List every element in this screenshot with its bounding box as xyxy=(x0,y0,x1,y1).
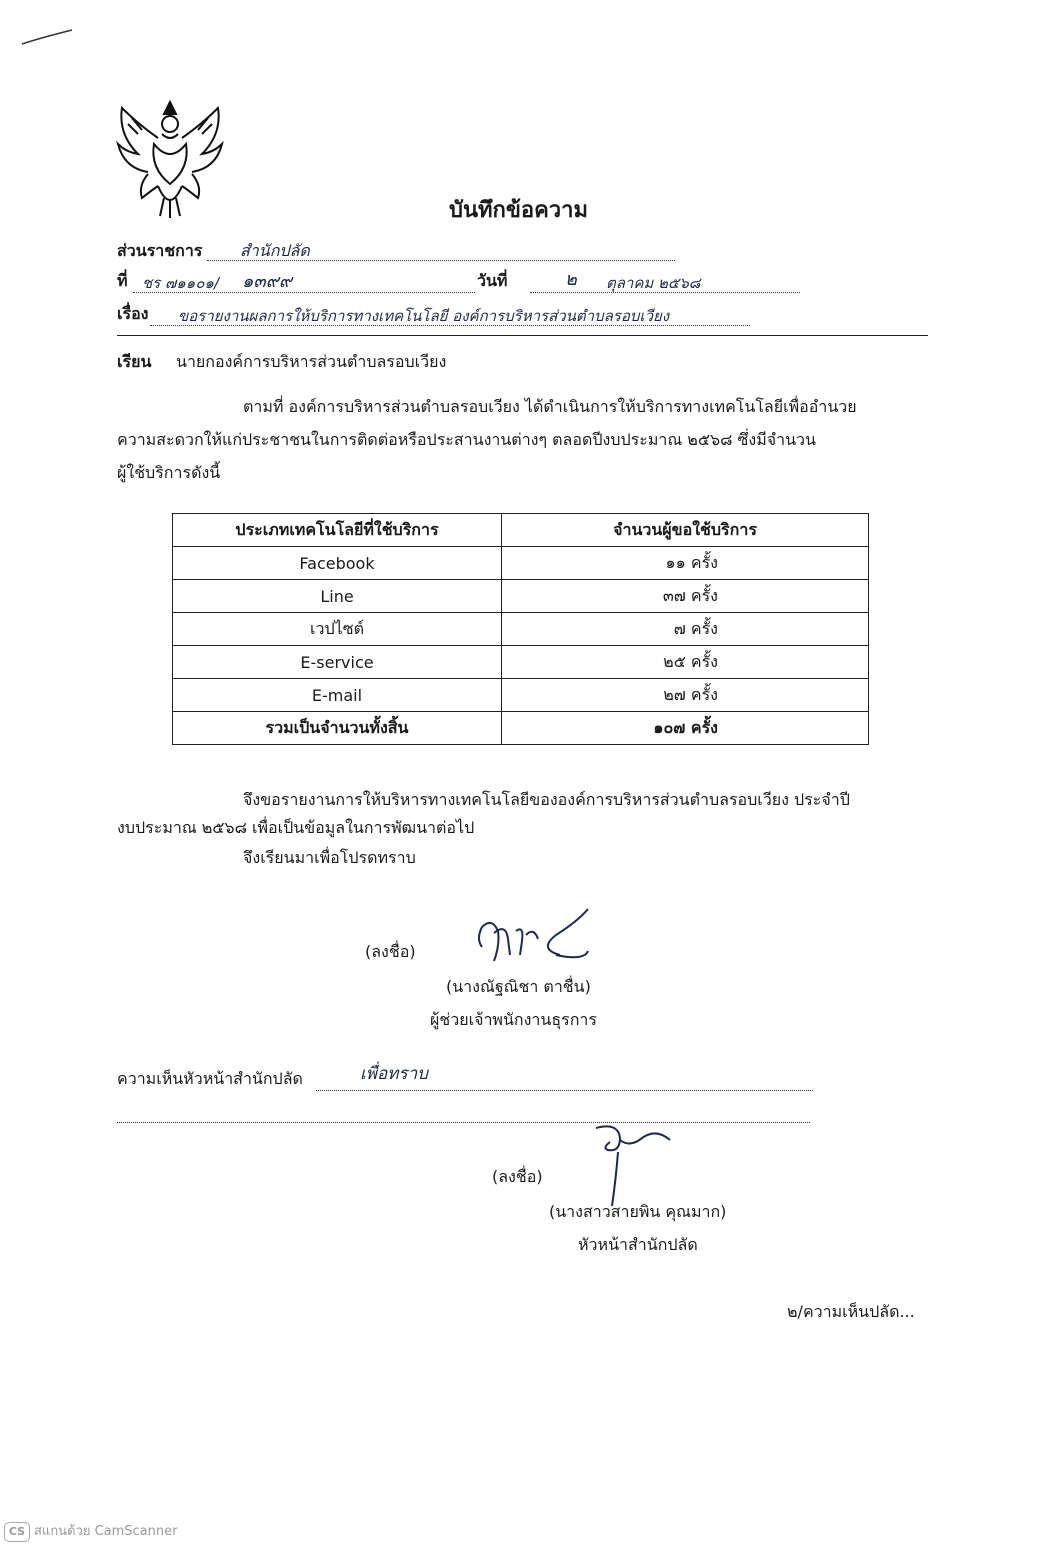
to-value: นายกองค์การบริหารส่วนตำบลรอบเวียง xyxy=(176,352,447,371)
sign2-label: (ลงชื่อ) xyxy=(492,1167,543,1186)
page-continuation: ๒/ความเห็นปลัด... xyxy=(787,1302,915,1321)
sign2-position: หัวหน้าสำนักปลัด xyxy=(578,1235,698,1254)
table-header-row xyxy=(173,514,869,547)
table-cell-type: E-mail xyxy=(173,679,502,712)
table-row xyxy=(173,580,869,613)
date-dotted-line xyxy=(530,292,800,293)
table-cell-count: ๒๗ ครั้ง xyxy=(502,679,869,712)
table-total-label: รวมเป็นจำนวนทั้งสิ้น xyxy=(173,712,502,745)
date-day-handwritten: ๒ xyxy=(565,269,577,290)
para1-line1: ตามที่ องค์การบริหารส่วนตำบลรอบเวียง ได้ดำเนินการให้บริการทางเทคโนโลยีเพื่ออำนวย xyxy=(243,397,857,416)
opinion-handwritten: เพื่อทราบ xyxy=(360,1064,428,1084)
table-cell-count: ๑๑ ครั้ง xyxy=(502,547,869,580)
signature-2-handwritten xyxy=(590,1118,690,1208)
subject-dotted-line xyxy=(150,325,750,326)
ref-value: ชร ๗๑๑๐๑/ xyxy=(142,274,220,292)
sign2-name: (นางสาวสายพิน คุณมาก) xyxy=(549,1202,727,1221)
table-cell-count: ๗ ครั้ง xyxy=(502,613,869,646)
opinion-dotted-line-1 xyxy=(316,1090,813,1091)
header-rule xyxy=(117,335,928,336)
table-cell-count: ๒๕ ครั้ง xyxy=(502,646,869,679)
table-row xyxy=(173,613,869,646)
to-label: เรียน xyxy=(117,352,152,371)
agency-dotted-line xyxy=(207,260,675,261)
signature-1-handwritten xyxy=(468,905,608,975)
ref-dotted-line xyxy=(133,292,475,293)
table-cell-type: เวปไซต์ xyxy=(173,613,502,646)
para2-line1: จึงขอรายงานการให้บริหารทางเทคโนโลยีขององค์การบริหารส่วนตำบลรอบเวียง ประจำปี xyxy=(243,790,850,809)
header-cell-count: จำนวนผู้ขอใช้บริการ xyxy=(502,514,869,547)
opinion-label: ความเห็นหัวหน้าสำนักปลัด xyxy=(117,1069,303,1088)
watermark-text: สแกนด้วย CamScanner xyxy=(34,1524,178,1539)
date-label: วันที่ xyxy=(477,271,508,290)
garuda-emblem-icon xyxy=(108,94,232,222)
agency-value: สำนักปลัด xyxy=(240,241,310,260)
table-cell-type: Line xyxy=(173,580,502,613)
table-total-count: ๑๐๗ ครั้ง xyxy=(502,712,869,745)
table-cell-type: E-service xyxy=(173,646,502,679)
header-cell-type: ประเภทเทคโนโลยีที่ใช้บริการ xyxy=(173,514,502,547)
table-total-row xyxy=(173,712,869,745)
table-row xyxy=(173,547,869,580)
sign1-position: ผู้ช่วยเจ้าพนักงานธุรการ xyxy=(430,1010,597,1029)
opinion-dotted-line-2 xyxy=(117,1122,810,1123)
sign1-name: (นางณัฐณิชา ตาชื่น) xyxy=(446,977,591,996)
memo-title: บันทึกข้อความ xyxy=(449,198,589,223)
table-cell-count: ๓๗ ครั้ง xyxy=(502,580,869,613)
ref-number-handwritten: ๑๓๙๙ xyxy=(242,271,293,292)
table-row xyxy=(173,646,869,679)
date-month-year: ตุลาคม ๒๕๖๘ xyxy=(606,274,701,292)
stray-pen-mark xyxy=(20,26,74,48)
para1-line3: ผู้ใช้บริการดังนี้ xyxy=(117,463,221,482)
para1-line2: ความสะดวกให้แก่ประชาชนในการติดต่อหรือประสานงานต่างๆ ตลอดปีงบประมาณ ๒๕๖๘ ซึ่งมีจำนวน xyxy=(117,430,816,449)
sign1-label: (ลงชื่อ) xyxy=(365,942,416,961)
table-cell-type: Facebook xyxy=(173,547,502,580)
camscanner-watermark xyxy=(4,1520,177,1542)
subject-label: เรื่อง xyxy=(117,304,149,323)
agency-label: ส่วนราชการ xyxy=(117,241,203,260)
subject-value: ขอรายงานผลการให้บริการทางเทคโนโลยี องค์การบริหารส่วนตำบลรอบเวียง xyxy=(178,307,670,325)
ref-label: ที่ xyxy=(117,271,128,290)
para2-line2: งบประมาณ ๒๕๖๘ เพื่อเป็นข้อมูลในการพัฒนาต่อไป xyxy=(117,818,475,837)
usage-table xyxy=(172,513,869,745)
camscanner-logo-icon: CS xyxy=(4,1522,30,1542)
closing-line: จึงเรียนมาเพื่อโปรดทราบ xyxy=(243,848,416,867)
table-row xyxy=(173,679,869,712)
